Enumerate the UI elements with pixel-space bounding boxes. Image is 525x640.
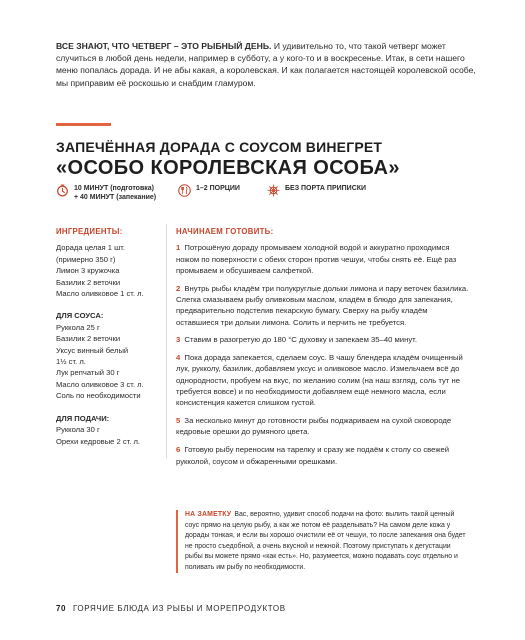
sauce-header: ДЛЯ СОУСА: <box>56 311 104 321</box>
step-text: За несколько минут до готовности рыбы поджариваем на сухой сковороде кедровые орешки до румяного цвета. <box>176 416 452 437</box>
step-item <box>176 444 470 467</box>
step-number: 1 <box>176 243 181 253</box>
ingredients-header: ИНГРЕДИЕНТЫ: <box>56 227 123 236</box>
serving-item: Руккола 30 г <box>56 425 100 435</box>
port-label: БЕЗ ПОРТА ПРИПИСКИ <box>285 185 367 192</box>
sauce-item: Масло оливковое 3 ст. л. <box>56 379 144 389</box>
ingredient-item: (примерно 350 г) <box>56 254 116 264</box>
ingredient-item: Дорада целая 1 шт. <box>56 243 125 253</box>
step-item <box>176 283 470 328</box>
sauce-item: Базилик 2 веточки <box>56 334 121 344</box>
recipe-title: ЗАПЕЧЁННАЯ ДОРАДА С СОУСОМ ВИНЕГРЕТ <box>56 139 383 155</box>
timer-icon <box>56 184 69 197</box>
accent-divider <box>56 123 111 126</box>
cooking-time <box>56 184 156 202</box>
intro-paragraph <box>56 40 476 89</box>
step-text: Внутрь рыбы кладём три полукруглые дольки лимона и пару веточек базилика. Слегка смазываем рыбу оливковым маслом, кладём в блюдо для запекания, предварительно подстелив пекарскую бумагу. Сверху на рыбу кладём оставшиеся три дольки лимона. Солить и перчить не требуется. <box>176 283 469 327</box>
step-number: 3 <box>176 335 181 345</box>
port-info <box>267 184 366 197</box>
sauce-item: 1½ ст. л. <box>56 357 86 367</box>
ingredient-item: Лимон 3 кружочка <box>56 266 120 276</box>
servings-label: 1–2 ПОРЦИИ <box>196 185 240 192</box>
page-number: 70 <box>56 604 67 613</box>
step-item <box>176 242 470 276</box>
servings <box>178 184 240 197</box>
column-divider <box>166 224 167 458</box>
sauce-item: Лук репчатый 30 г <box>56 368 120 378</box>
step-number: 4 <box>176 353 181 363</box>
step-number: 5 <box>176 416 181 426</box>
note-label: НА ЗАМЕТКУ <box>185 511 232 518</box>
intro-lead: ВСЕ ЗНАЮТ, ЧТО ЧЕТВЕРГ – ЭТО РЫБНЫЙ ДЕНЬ. <box>56 41 272 51</box>
cutlery-icon <box>178 184 191 197</box>
ingredients-column <box>56 226 166 447</box>
sauce-item: Соль по необходимости <box>56 391 141 401</box>
step-item <box>176 352 470 408</box>
time-prep: 10 МИНУТ (подготовка) <box>74 185 154 192</box>
serving-header: ДЛЯ ПОДАЧИ: <box>56 413 110 423</box>
recipe-subtitle: «ОСОБО КОРОЛЕВСКАЯ ОСОБА» <box>56 157 400 179</box>
sauce-item: Руккола 25 г <box>56 322 100 332</box>
step-item <box>176 334 470 345</box>
step-number: 2 <box>176 283 181 293</box>
note-text: Вас, вероятно, удивит способ подачи на фото: вылить такой ценный соус прямо на целую рыбу, а как же потом её разделывать? На самом деле кожа у дорады тонкая, и если вы хорошо очистили её от чешуи, то после запекания она будет не просто съедобной, а очень вкусной и нежной. Поэтому приступать к дегустации рыбы вы можете прямо «как есть». Но, разумеется, можно подавать соус отдельно и поливать им рыбу по необходимости. <box>185 511 466 571</box>
ship-wheel-icon <box>267 184 280 197</box>
step-text: Готовую рыбу переносим на тарелку и сразу же подаём к столу со свежей рукколой, соусом и обжаренными орешками. <box>176 445 450 466</box>
page-footer <box>56 604 286 613</box>
step-text: Потрошёную дораду промываем холодной водой и аккуратно проходимся ножом по поверхности с обеих сторон против чешуи, чтобы снять её. Ещё раз промываем и обсушиваем салфеткой. <box>176 243 457 275</box>
time-bake: + 40 МИНУТ (запекание) <box>74 194 157 201</box>
intro-text: И удивительно то, что такой четверг может случиться в любой день недели, например в субботу, а у кого-то и в воскресенье. Итак, в сети нашего меню попалась дорада. И не абы какая, а королевская. И как полагается настоящей королевской особе, мы приправим её роскошью и снабдим гламуром. <box>56 41 476 88</box>
ingredient-item: Масло оливковое 1 ст. л. <box>56 289 144 299</box>
serving-item: Орехи кедровые 2 ст. л. <box>56 436 141 446</box>
steps-column <box>176 226 470 473</box>
tip-note <box>176 510 470 573</box>
step-text: Пока дорада запекается, сделаем соус. В чашу блендера кладём очищенный лук, рукколу, базилик, добавляем уксус и оливковое масло. Измельчаем всё до однородности, пробуем на вкус, по желанию солим (на наш взгляд, соль тут не требуется вовсе) и по необходимости добавляем ещё немного масла, если консистенция кажется слишком густой. <box>176 353 463 408</box>
step-item <box>176 415 470 438</box>
ingredient-item: Базилик 2 веточки <box>56 277 121 287</box>
sauce-item: Уксус винный белый <box>56 345 129 355</box>
section-title: ГОРЯЧИЕ БЛЮДА ИЗ РЫБЫ И МОРЕПРОДУКТОВ <box>72 604 286 613</box>
step-number: 6 <box>176 445 181 455</box>
step-text: Ставим в разогретую до 180 °С духовку и запекаем 35–40 минут. <box>184 335 417 345</box>
steps-header: НАЧИНАЕМ ГОТОВИТЬ: <box>176 227 274 236</box>
